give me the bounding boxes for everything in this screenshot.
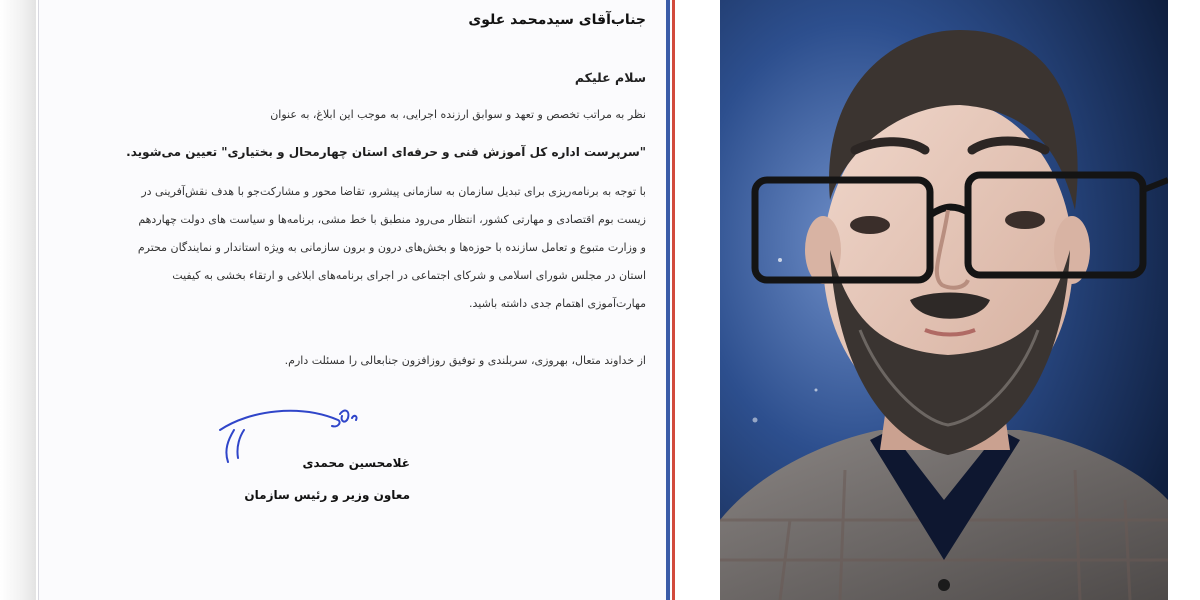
letter-line: زیست بوم اقتصادی و مهارتی کشور، انتظار می‌رود منطبق با خط مشی، برنامه‌ها و سیاست های دولت چهاردهم xyxy=(138,213,646,226)
portrait-illustration xyxy=(720,0,1168,600)
portrait-photo xyxy=(720,0,1168,600)
photo-panel xyxy=(720,0,1200,600)
letter-line: استان در مجلس شورای اسلامی و شرکای اجتماعی در اجرای برنامه‌های ابلاغی و ارتقاء بخشی به کیفیت xyxy=(172,269,646,282)
letter-line: با توجه به برنامه‌ریزی برای تبدیل سازمان به سازمانی پیشرو، تقاضا محور و مشارکت‌جو با هدف نقش‌آفرینی در xyxy=(141,185,646,198)
letter-paragraph-2 xyxy=(90,178,646,318)
letter-paragraph-1: نظر به مراتب تخصص و تعهد و سوابق ارزنده اجرایی، به موجب این ابلاغ، به عنوان xyxy=(270,108,646,121)
photo-right-margin xyxy=(1168,0,1200,600)
signer-title: معاون وزیر و رئیس سازمان xyxy=(244,488,410,502)
page-edge-shadow xyxy=(0,0,36,600)
letter-border-red xyxy=(672,0,675,600)
letter-border-blue xyxy=(666,0,670,600)
letter-line: و وزارت متبوع و تعامل سازنده با حوزه‌ها و بخش‌های درون و برون سازمانی به ویژه استاندار و نمایندگان محترم xyxy=(137,241,646,254)
letter-addressee: جناب‌آقای سیدمحمد علوی xyxy=(468,12,646,28)
letter-outer-margin xyxy=(676,0,720,600)
letter-line: مهارت‌آموزی اهتمام جدی داشته باشید. xyxy=(468,297,646,310)
letter-closing: از خداوند متعال، بهروزی، سربلندی و توفیق روزافزون جنابعالی را مسئلت دارم. xyxy=(284,354,646,367)
letter-greeting: سلام علیکم xyxy=(574,70,646,85)
letter-appointment-title: "سرپرست اداره کل آموزش فنی و حرفه‌ای استان چهارمحال و بختیاری" تعیین می‌شوید. xyxy=(126,145,646,159)
signer-name: غلامحسین محمدی xyxy=(302,456,410,470)
